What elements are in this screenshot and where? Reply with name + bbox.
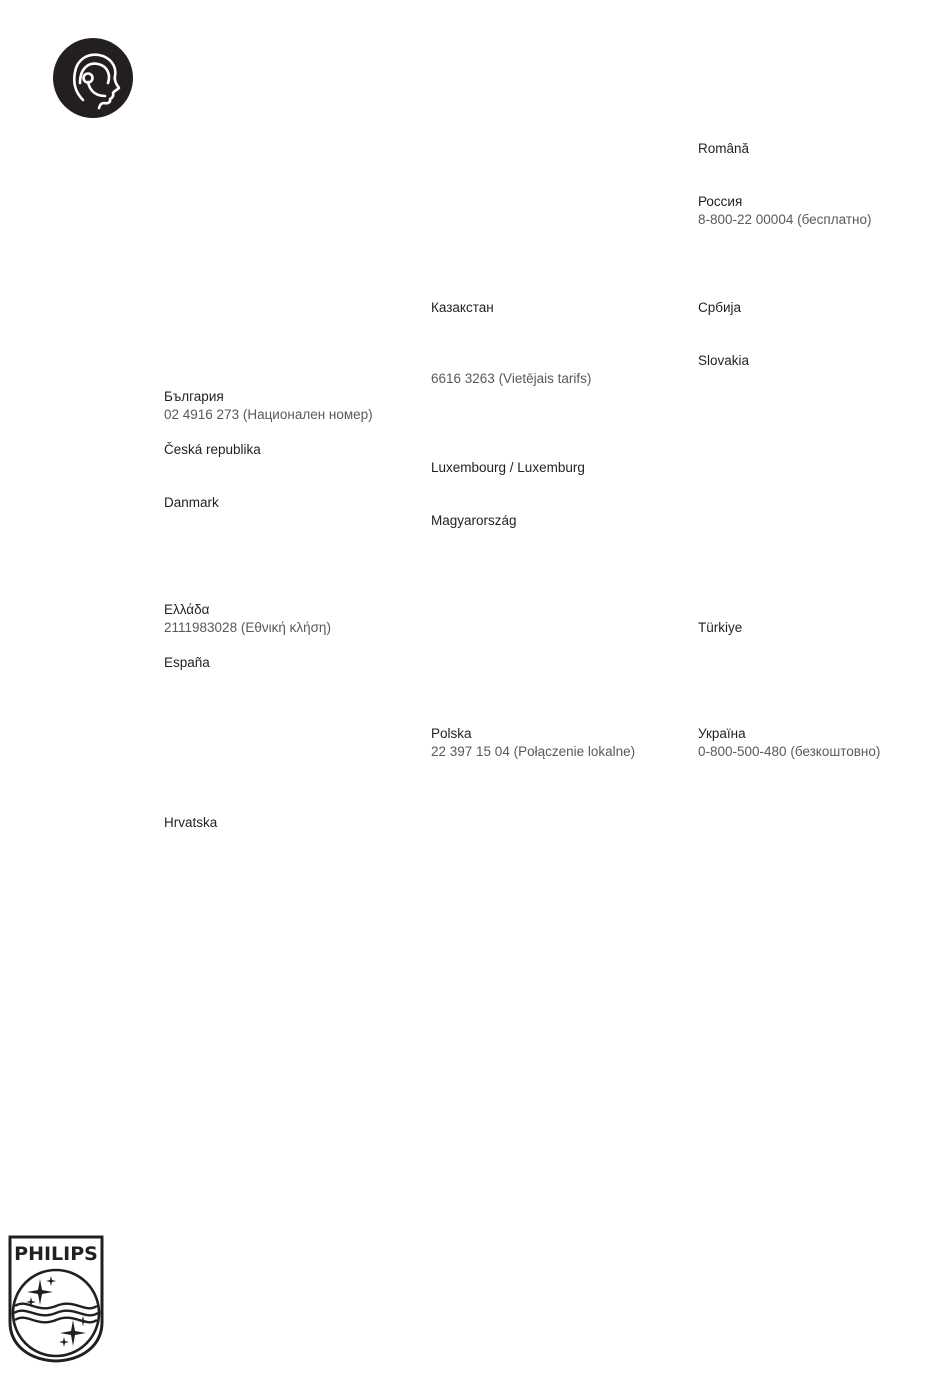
list-item [431,725,635,761]
country-name: Română [698,141,750,156]
list-item [164,654,210,672]
list-item [698,619,742,637]
customer-care-headset-icon [53,38,133,118]
list-item [698,299,741,317]
list-item [164,441,261,459]
phone-number: 22 397 15 04 (Połączenie lokalne) [431,744,636,759]
country-name: Luxembourg / Luxemburg [431,460,585,475]
country-name: España [164,655,210,670]
list-item [164,494,219,512]
list-item [431,459,585,477]
list-item [164,388,373,424]
phone-number: 8-800-22 00004 (бесплатно) [698,212,872,227]
country-name: Україна [698,726,746,741]
list-item [431,299,494,317]
country-name: Česká republika [164,442,261,457]
country-name: Danmark [164,495,219,510]
philips-logo [7,1234,105,1364]
phone-number: 2111983028 (Εθνική κλήση) [164,620,331,635]
country-name: Magyarország [431,513,517,528]
country-name: Hrvatska [164,815,218,830]
country-name: Ελλάδα [164,602,210,617]
list-item [698,725,880,761]
philips-wordmark: PHILIPS [14,1243,98,1265]
phone-number: 0-800-500-480 (безкоштовно) [698,744,881,759]
list-item [698,352,749,370]
list-item [431,370,591,388]
phone-number: 02 4916 273 (Национален номер) [164,407,373,422]
country-name: България [164,389,224,404]
list-item [698,140,749,158]
list-item [698,193,871,229]
country-name: Slovakia [698,353,750,368]
country-name: Србија [698,300,742,315]
country-name: Россия [698,194,743,209]
list-item [431,512,517,530]
country-name: Polska [431,726,472,741]
country-name: Казакстан [431,300,494,315]
list-item [164,601,331,637]
list-item [164,814,217,832]
country-name: Türkiye [698,620,743,635]
phone-number: 6616 3263 (Vietējais tarifs) [431,371,592,386]
